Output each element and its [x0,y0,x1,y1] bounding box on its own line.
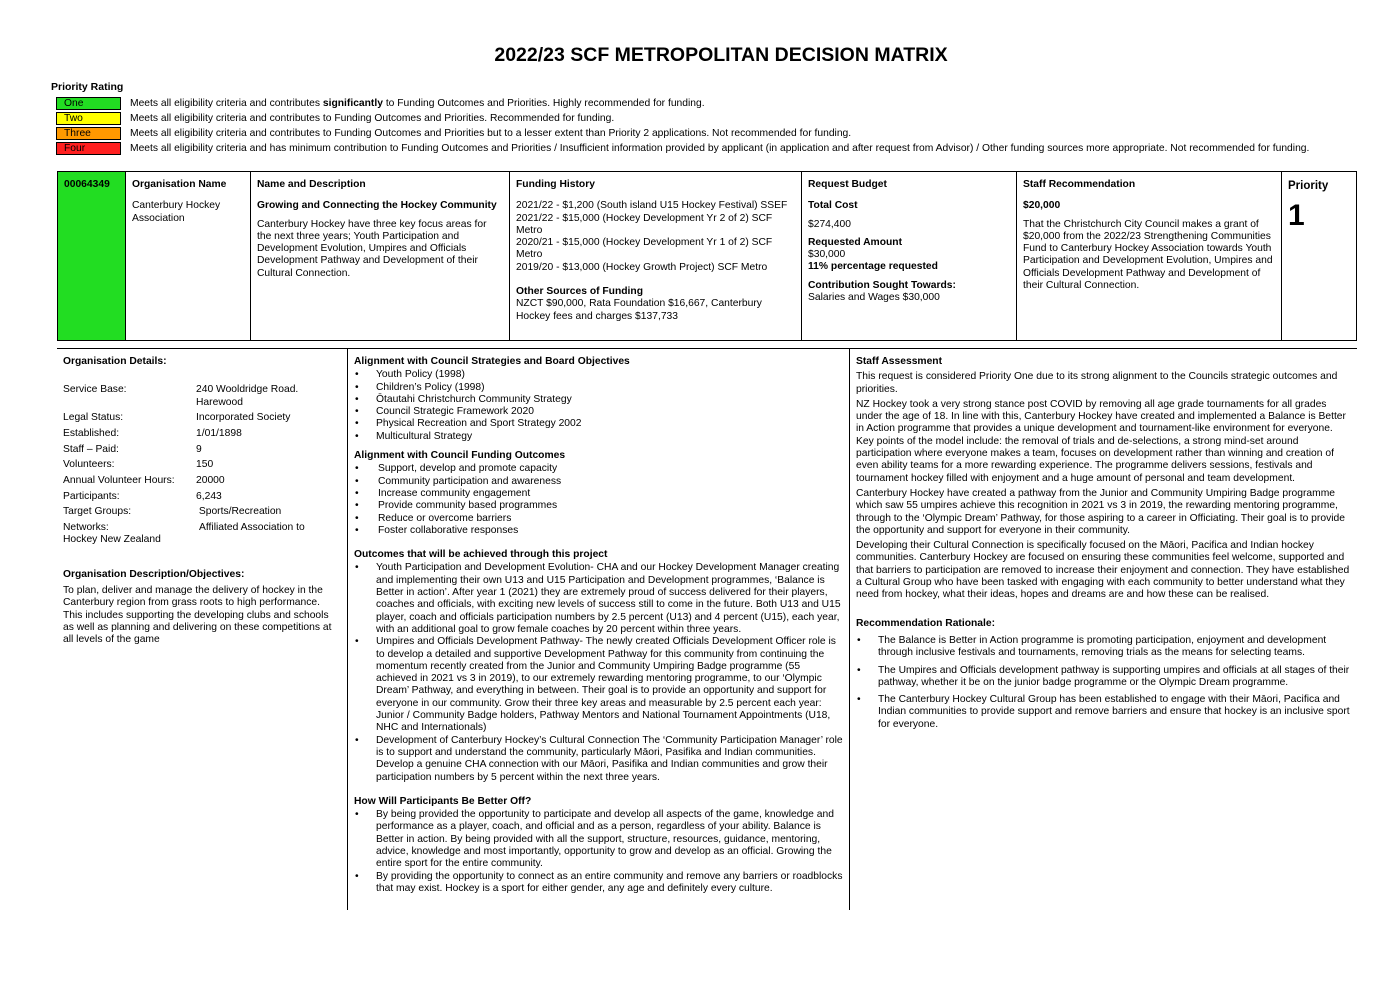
rationale-item: • The Umpires and Officials development pathway is supporting umpires and officials at all stages of their pathway, whether it be on the junior badge programme or the Olympic Dream programme. [856,665,1352,690]
achieved-outcomes-header: Outcomes that will be achieved through this project [354,549,608,561]
name-description-cell [250,172,509,340]
achieved-item: • Youth Participation and Development Evolution- CHA and our Hockey Development Manager creating and implementing their own U13 and U15 Participation and Development programmes, ‘Balance is Better in action’. After year 1 (2021) they are extremely proud of success delivered for their players, coaches and officials, with exciting new levels of success still to come in the future. Both U13 and U15 player, coach and officials participation numbers by 2.5 percent (U13) and 4 percent (U15), each year, with an additional goal to grow female coaches by 20 percent within three years. [354,562,844,636]
priority-description: Meets all eligibility criteria and has minimum contribution to Funding Outcomes and Priorities / Insufficient information provided by applicant (in application and after request from Advisor) / Other funding sources more appropriate. Not recommended for funding. [130,143,1310,154]
column-divider [347,349,348,910]
funding-history-header: Funding History [516,179,595,190]
priority-swatch-four [56,142,121,155]
application-summary-table [57,171,1357,341]
funding-history-item: 2020/21 - $15,000 (Hockey Development Yr 1 of 2) SCF Metro [516,237,773,261]
total-cost-value: $274,400 [808,218,851,230]
strategy-item: • Ōtautahi Christchurch Community Strategy [354,394,844,406]
funding-history-item: 2021/22 - $1,200 (South island U15 Hockey Festival) SSEF [516,200,788,212]
other-funding-text: NZCT $90,000, Rata Foundation $16,667, Canterbury Hockey fees and charges $137,733 [516,298,762,322]
column-divider [849,349,850,910]
priority-swatch-label: One [64,98,84,109]
better-off-item: • By being provided the opportunity to participate and develop all aspects of the game, knowledge and performance as a player, coach, and official and as a person, regardless of your ability. Balance is Better in action. By being provided with all the support, structure, resources, guidance, mentoring, advice, knowledge and most importantly, opportunity to grow and develop as an official. Growing the entire sport for the entire community. [354,809,844,870]
detail-row: Target Groups: Sports/Recreation [63,506,282,518]
assessment-paragraph: Developing their Cultural Connection is specifically focused on the Māori, Pacifica and Indian hockey communities. Canterbury Hockey are focused on ensuring these communities feel welcome, supported and that barriers to participation are removed to increase their enjoyment and connection. They have established a Cultural Group who have been tasked with engaging with each community to better understand what they need from hockey, what their ideas, hopes and dreams are and how these can be realised. [856,540,1350,601]
assessment-paragraph: Canterbury Hockey have created a pathway from the Junior and Community Umpiring Badge programme which saw 55 umpires achieve this recognition in 2021 vs 3 in 2019, the rewarding mentoring programme, through to the ‘Olympic Dream’ Pathway, for those aspiring to a career in Officiating. Their goal is to provide the opportunity and support for everyone in their community. [856,487,1345,536]
recommended-amount: $20,000 [1023,200,1061,212]
outcome-item: • Foster collaborative responses [354,525,844,537]
funding-history-item: 2019/20 - $13,000 (Hockey Growth Project) SCF Metro [516,261,768,273]
strategy-item: • Children’s Policy (1998) [354,382,844,394]
organisation-description: To plan, deliver and manage the delivery of hockey in the Canterbury region from grass roots to high performance. This includes supporting the developing clubs and schools as well as planning and delivering on these competitions at all levels of the game [63,585,332,646]
strategy-item: • Physical Recreation and Sport Strategy 2002 [354,418,844,430]
strategy-item: • Multicultural Strategy [354,431,844,443]
priority-value: 1 [1288,199,1305,233]
priority-header: Priority [1288,180,1329,192]
strategy-item: • Council Strategic Framework 2020 [354,406,844,418]
other-funding-header: Other Sources of Funding [516,286,643,298]
rationale-item: • The Balance is Better in Action programme is promoting participation, enjoyment and development through inclusive festivals and tournaments, removing trials as the means for selecting teams. [856,635,1352,660]
rationale-header: Recommendation Rationale: [856,617,996,629]
contribution-value: Salaries and Wages $30,000 [808,292,940,304]
staff-assessment-section [856,356,1352,731]
assessment-paragraph: This request is considered Priority One due to its strong alignment to the Councils strategic outcomes and priorities. [856,371,1338,395]
organisation-details-header: Organisation Details: [63,356,167,367]
staff-recommendation-header: Staff Recommendation [1023,179,1136,190]
outcome-item: • Reduce or overcome barriers [354,513,844,525]
outcome-item: • Community participation and awareness [354,476,844,488]
requested-amount-value: $30,000 [808,249,846,261]
priority-swatch-label: Two [64,113,83,124]
project-name: Growing and Connecting the Hockey Community [257,200,497,212]
funding-history-cell [509,172,801,340]
outcome-item: • Support, develop and promote capacity [354,463,844,475]
detail-row: Volunteers: 150 [63,459,214,471]
priority-swatch-label: Three [64,128,91,139]
priority-description: Meets all eligibility criteria and contributes to Funding Outcomes and Priorities but to a lesser extent than Priority 2 applications. Not recommended for funding. [130,128,852,139]
request-budget-header: Request Budget [808,179,887,190]
priority-description: Meets all eligibility criteria and contributes to Funding Outcomes and Priorities. Recommended for funding. [130,113,615,124]
organisation-description-header: Organisation Description/Objectives: [63,568,245,580]
page-title: 2022/23 SCF METROPOLITAN DECISION MATRIX [494,44,948,66]
percentage-requested: 11% percentage requested [808,261,938,273]
contribution-label: Contribution Sought Towards: [808,279,956,291]
application-id: 00064349 [64,179,110,190]
detail-row: Networks: Affiliated Association to [63,522,305,534]
funding-outcomes-header: Alignment with Council Funding Outcomes [354,450,566,462]
project-description: Canterbury Hockey have three key focus areas for the next three years; Youth Participation and Development Evolution, Umpires and Officials Development Pathway and Development of their Cultural Connection. [257,218,487,279]
better-off-header: How Will Participants Be Better Off? [354,795,532,807]
application-id-cell [58,172,125,340]
staff-assessment-header: Staff Assessment [856,356,943,367]
alignment-section [354,356,844,895]
assessment-paragraph: NZ Hockey took a very strong stance post COVID by removing all age grade tournaments for all grades under the age of 18. In line with this, Canterbury Hockey have created and implemented a Balance is Better in Action programme that provides a unique development and tournament-like environment for everyone. Key points of the model include: the removal of trials and de-selections, a strong mind-set around participation where everyone makes a team, focuses on development rather than winning and creation of even ability teams for a more rewarding experience. The programme delivers sessions, festivals and tournament hockey filled with enjoyment and a huge amount of personal and team development. [856,398,1346,484]
outcome-item: • Provide community based programmes [354,500,844,512]
total-cost-label: Total Cost [808,200,858,212]
priority-rating-label: Priority Rating [51,81,124,93]
priority-swatch-label: Four [64,143,86,154]
organisation-name-cell [125,172,250,340]
detail-row: Service Base: 240 Wooldridge Road. Harewood [63,384,299,408]
detail-row: Legal Status: Incorporated Society [63,412,291,424]
section-divider [57,348,1357,349]
strategies-header: Alignment with Council Strategies and Board Objectives [354,356,630,367]
outcome-item: • Increase community engagement [354,488,844,500]
networks-continuation: Hockey New Zealand [63,534,161,546]
rationale-item: • The Canterbury Hockey Cultural Group has been established to engage with their Māori, Pacifica and Indian communities to provide support and remove barriers and ensure that hockey is an inclusive sport for everyone. [856,694,1352,731]
priority-description: Meets all eligibility criteria and contributes significantly to Funding Outcomes and Priorities. Highly recommended for funding. [130,98,705,109]
staff-recommendation-cell [1016,172,1281,340]
request-budget-cell [801,172,1016,340]
recommendation-text: That the Christchurch City Council makes a grant of $20,000 from the 2022/23 Strengthening Communities Fund to Canterbury Hockey Association towards Youth Participation and Development Evolution, Umpires and Officials Development Pathway and Development of their Cultural Connection. [1023,218,1273,292]
strategy-item: • Youth Policy (1998) [354,369,844,381]
organisation-name: Canterbury Hockey Association [132,200,221,224]
achieved-item: • Umpires and Officials Development Pathway- The newly created Officials Development Officer role is to develop a detailed and supportive Development Pathway for this community from continuing the momentum recently created from the Junior and Community Umpiring Badge programme (55 achieved in 2021 vs 3 in 2019), to our extremely rewarding mentoring programme, to our ‘Olympic Dream’ Pathway, and everything in between. Their goal is to provide an opportunity and support for everyone in our community. Grow their three key areas and measurable by 2.5 percent each year: Junior / Community Badge holders, Pathway Mentors and National Tournament Appointments (U18, NHC and Internationals) [354,636,844,734]
name-description-header: Name and Description [257,179,366,190]
detail-row: Established: 1/01/1898 [63,427,242,439]
organisation-details [63,356,341,646]
funding-history-item: 2021/22 - $15,000 (Hockey Development Yr 2 of 2) SCF Metro [516,212,773,236]
detail-row: Staff – Paid: 9 [63,443,202,455]
detail-row: Annual Volunteer Hours: 20000 [63,475,225,487]
priority-cell [1281,172,1356,340]
better-off-item: • By providing the opportunity to connect as an entire community and remove any barriers or roadblocks that may exist. Hockey is a sport for either gender, any age and definitely every culture. [354,871,844,896]
organisation-name-header: Organisation Name [132,179,227,190]
achieved-item: • Development of Canterbury Hockey’s Cultural Connection The ‘Community Participation Manager’ role is to support and understand the community, particularly Māori, Pasifika and Indian communities. Develop a genuine CHA connection with our Māori, Pasifika and Indian communities and grow their participation numbers by 5 percent within the next three years. [354,735,844,784]
requested-amount-label: Requested Amount [808,236,903,248]
detail-row: Participants: 6,243 [63,490,222,502]
priority-swatch-three [56,127,121,140]
priority-swatch-two [56,112,121,125]
priority-swatch-one [56,97,121,110]
